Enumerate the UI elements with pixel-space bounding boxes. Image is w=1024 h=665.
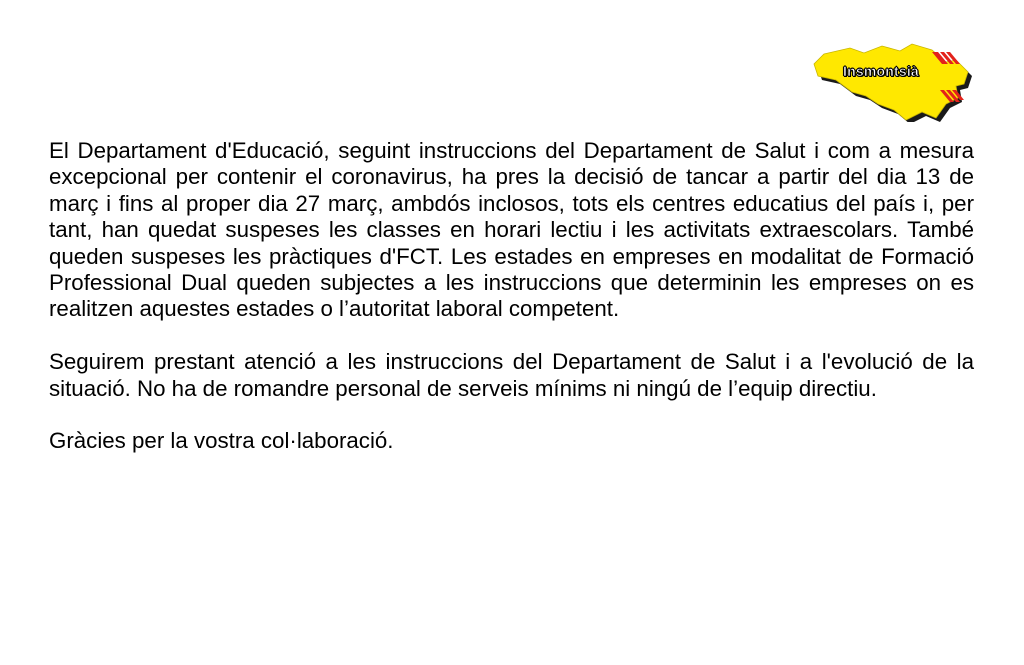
notice-body	[49, 138, 974, 455]
notice-paragraph-closure: El Departament d'Educació, seguint instruccions del Departament de Salut i com a mesura excepcional per contenir el coronavirus, ha pres la decisió de tancar a partir del dia 13 de març i fins al proper dia 27 març, ambdós inclosos, tots els centres educatius del país i, per tant, han quedat suspeses les classes en horari lectiu i les activitats extraescolars. També queden suspeses les pràctiques d'FCT. Les estades en empreses en modalitat de Formació Professional Dual queden subjectes a les instruccions que determinin les empreses on es realitzen aquestes estades o l’autoritat laboral competent.	[49, 138, 974, 322]
notice-closing: Gràcies per la vostra col·laboració.	[49, 428, 394, 454]
paragraph-spacer	[49, 402, 974, 428]
logo-wordmark: Insmontsià	[843, 63, 919, 79]
paragraph-spacer	[49, 323, 974, 349]
notice-paragraph-followup: Seguirem prestant atenció a les instruccions del Departament de Salut i a l'evolució de la situació. No ha de romandre personal de serveis mínims ni ningú de l’equip directiu.	[49, 349, 974, 401]
insmontsia-map-logo-icon	[806, 40, 976, 122]
